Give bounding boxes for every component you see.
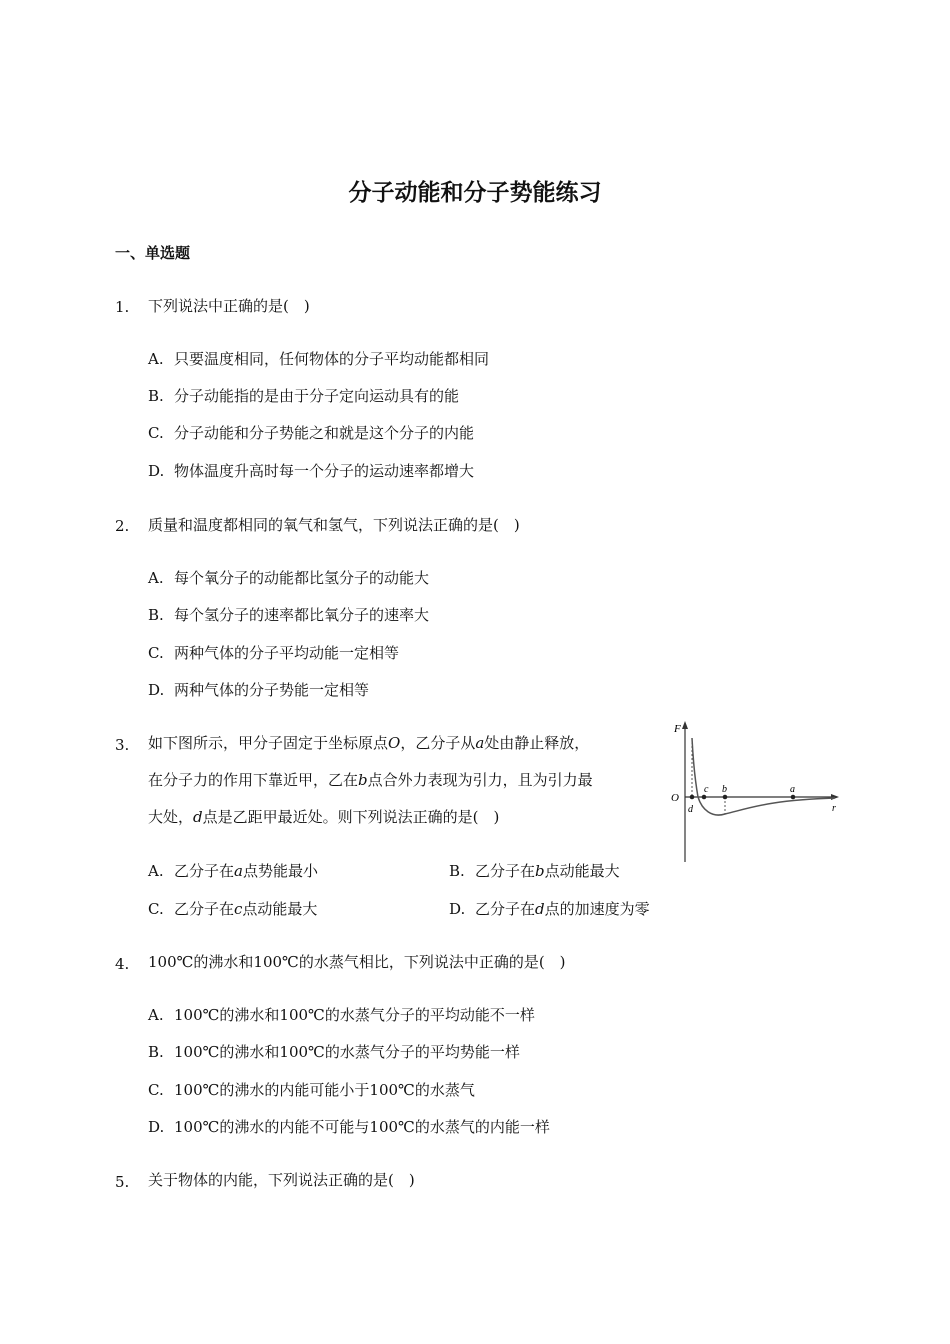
option-d[interactable] [148, 460, 474, 481]
option-c[interactable]: C. 乙分子在c点动能最大 [148, 900, 318, 918]
option-text: 每个氧分子的动能都比氢分子的动能大 [174, 569, 430, 587]
option-label: A. [148, 1006, 164, 1024]
option-text: 两种气体的分子势能一定相等 [174, 681, 370, 699]
point-label-a: a [790, 784, 795, 795]
question-stem: 质量和温度都相同的氧气和氢气，下列说法正确的是( ) [148, 516, 520, 534]
option-label: D. [148, 462, 165, 480]
option-label: A. [148, 569, 164, 587]
option-label: C. [148, 644, 164, 662]
force-distance-figure [660, 718, 840, 868]
option-c[interactable] [148, 1079, 475, 1100]
section-heading: 一、单选题 [115, 244, 191, 262]
option-text: 100℃的沸水的内能可能小于100℃的水蒸气 [174, 1081, 475, 1099]
question-number: 5. [115, 1173, 130, 1191]
option-a[interactable] [148, 348, 489, 369]
option-label: D. [148, 681, 165, 699]
option-a[interactable] [148, 1004, 535, 1025]
option-text: 分子动能指的是由于分子定向运动具有的能 [174, 387, 460, 405]
question-number: 1. [115, 298, 130, 316]
question-number: 4. [115, 955, 130, 973]
option-text: 100℃的沸水的内能不可能与100℃的水蒸气的内能一样 [174, 1118, 550, 1136]
x-axis-arrow [831, 794, 839, 800]
option-text: 分子动能和分子势能之和就是这个分子的内能 [174, 424, 475, 442]
x-axis-label: r [832, 803, 836, 814]
y-axis-label: F [674, 723, 681, 735]
point-b [723, 795, 728, 800]
option-b[interactable] [148, 604, 429, 625]
question-stem: 100℃的沸水和100℃的水蒸气相比，下列说法中正确的是( ) [148, 953, 566, 971]
question-number: 3. [115, 736, 130, 754]
option-d[interactable] [148, 679, 369, 700]
y-axis-arrow [682, 721, 688, 729]
option-text: 每个氢分子的速率都比氧分子的速率大 [174, 606, 430, 624]
point-c [702, 795, 707, 800]
option-text: 100℃的沸水和100℃的水蒸气分子的平均动能不一样 [174, 1006, 535, 1024]
option-label: A. [148, 350, 164, 368]
option-label: D. [148, 1118, 165, 1136]
option-c[interactable] [148, 422, 474, 443]
option-label: C. [148, 1081, 164, 1099]
point-label-c: c [704, 784, 709, 795]
point-d [690, 795, 695, 800]
question-stem: 关于物体的内能，下列说法正确的是( ) [148, 1171, 415, 1189]
option-b[interactable] [148, 385, 459, 406]
question-stem-line: 如下图所示，甲分子固定于坐标原点O，乙分子从a处由静止释放， [148, 734, 590, 752]
point-label-b: b [722, 784, 727, 795]
option-label: B. [148, 606, 164, 624]
question-stem-line: 在分子力的作用下靠近甲，乙在b点合外力表现为引力，且为引力最 [148, 771, 593, 789]
option-text: 只要温度相同，任何物体的分子平均动能都相同 [174, 350, 490, 368]
question-stem-line: 大处，d点是乙距甲最近处。则下列说法正确的是( ) [148, 808, 500, 826]
force-curve [692, 738, 835, 815]
option-label: B. [148, 387, 164, 405]
option-d[interactable]: D. 乙分子在d点的加速度为零 [449, 900, 650, 918]
page-title: 分子动能和分子势能练习 [348, 180, 602, 206]
origin-label: O [671, 792, 679, 804]
option-text: 100℃的沸水和100℃的水蒸气分子的平均势能一样 [174, 1043, 520, 1061]
option-text: 两种气体的分子平均动能一定相等 [174, 644, 400, 662]
option-c[interactable] [148, 642, 399, 663]
option-b[interactable] [148, 1041, 520, 1062]
option-label: C. [148, 424, 164, 442]
option-a[interactable] [148, 567, 429, 588]
question-stem: 下列说法中正确的是( ) [148, 297, 310, 315]
point-a [791, 795, 796, 800]
option-b[interactable]: B. 乙分子在b点动能最大 [449, 862, 620, 880]
option-text: 物体温度升高时每一个分子的运动速率都增大 [174, 462, 475, 480]
point-label-d: d [688, 804, 693, 815]
option-a[interactable]: A. 乙分子在a点势能最小 [148, 862, 318, 880]
option-label: B. [148, 1043, 164, 1061]
question-number: 2. [115, 517, 130, 535]
option-d[interactable] [148, 1116, 550, 1137]
